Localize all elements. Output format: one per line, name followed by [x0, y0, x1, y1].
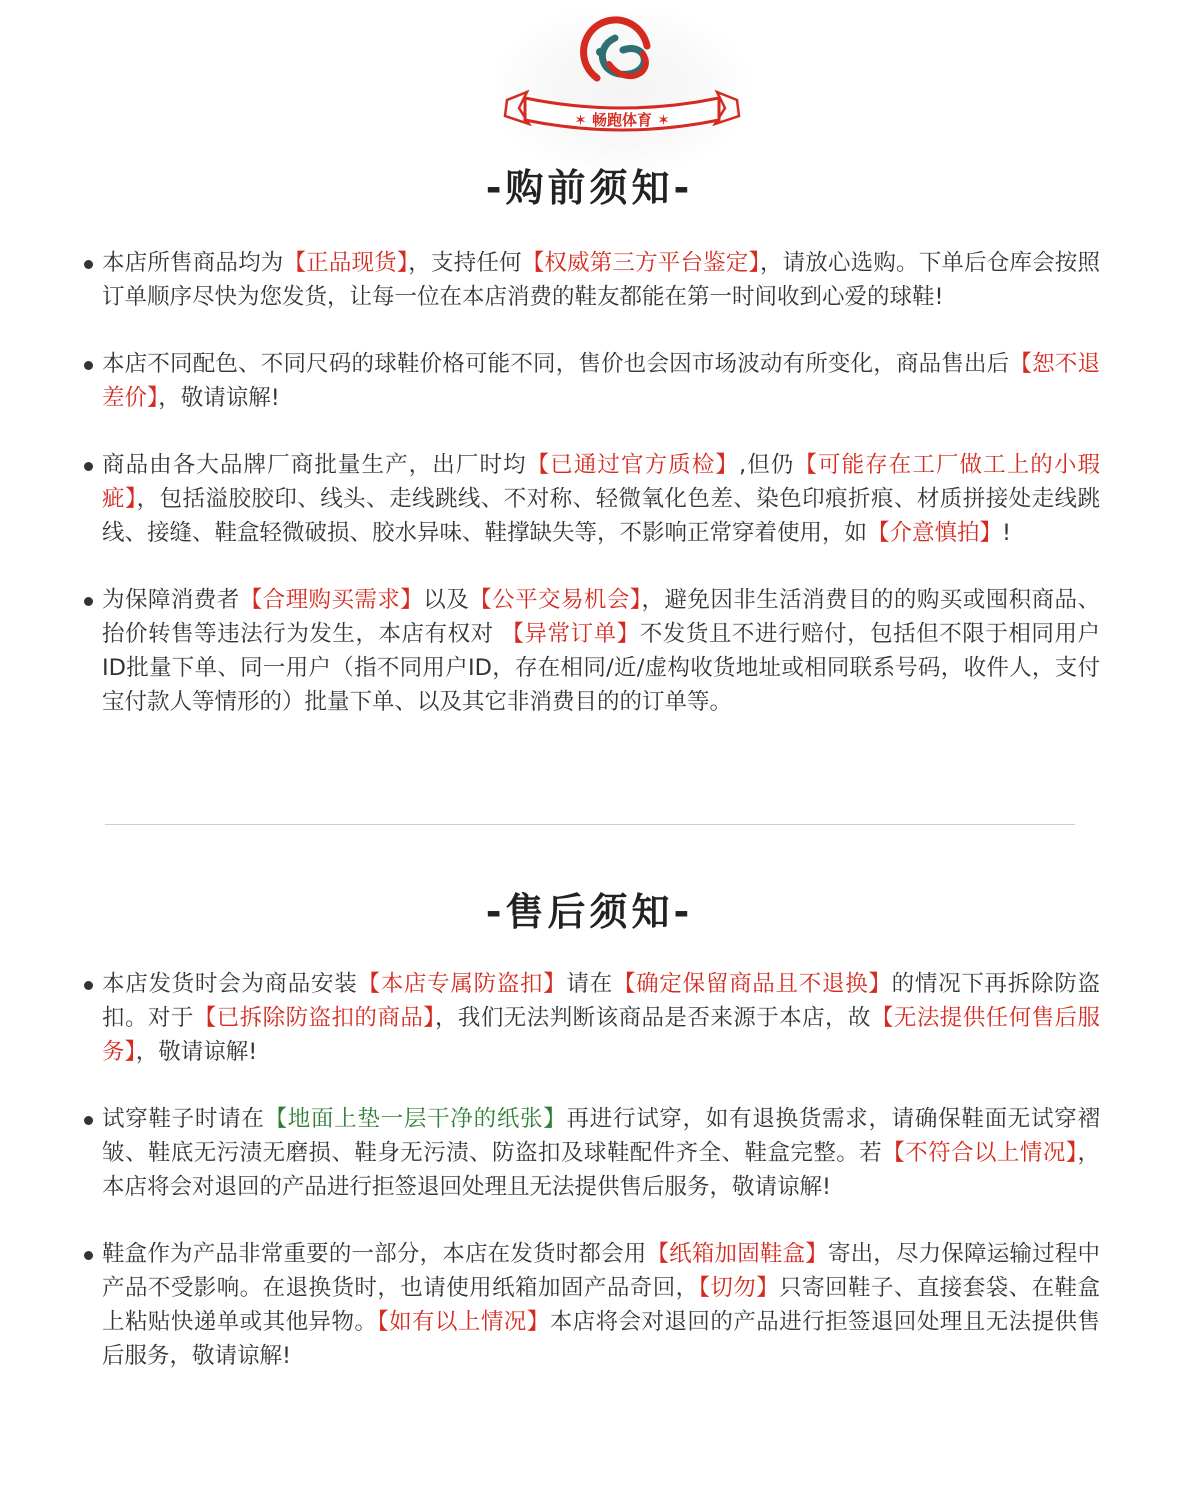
bullet-icon: [84, 981, 93, 990]
body-text: 不发货且不进行赔付，包括但不限于相同用户ID批量下单、同一用户（指不同用户ID，存在相同/近/虚构收货地址或相同联系号码，收件人，支付宝付款人等情形的）批量下单、以及其它非消费目的的订单等。: [102, 621, 1100, 715]
notice-item: [80, 246, 1100, 314]
highlight-text: 【确定保留商品且不退换】: [612, 971, 892, 997]
highlight-text: 【不符合以上情况】: [882, 1140, 1078, 1166]
body-text: ，包括溢胶胶印、线头、走线跳线、不对称、轻微氧化色差、染色印痕折痕、材质拼接处走线跳线、接缝、鞋盒轻微破损、胶水异味、鞋撑缺失等，不影响正常穿着使用，如: [102, 486, 1100, 546]
highlight-text: 【本店专属防盗扣】: [357, 971, 567, 997]
body-text: 以及: [423, 587, 470, 613]
bullet-icon: [84, 597, 93, 606]
highlight-text: 【可能存在工厂做工上的小瑕疵】: [102, 452, 1100, 512]
body-text: 的情况下再拆除防盗扣。对于: [102, 971, 1100, 1031]
after-sales-notice-list: [80, 967, 1100, 1373]
notice-item: [80, 347, 1100, 415]
body-text: ，避免因非生活消费目的的购买或囤积商品、抬价转售等违法行为发生，本店有权对: [102, 587, 1100, 647]
bullet-icon: [84, 1251, 93, 1260]
body-text: 本店将会对退回的产品进行拒签退回处理且无法提供售后服务，敬请谅解!: [102, 1309, 1100, 1369]
bullet-icon: [84, 462, 93, 471]
body-text: 为保障消费者: [102, 587, 240, 613]
body-text: 本店所售商品均为: [102, 250, 284, 276]
body-text: 本店发货时会为商品安装: [102, 971, 358, 997]
highlight-text: 【恕不退差价】: [102, 351, 1100, 411]
highlight-text: 【如有以上情况】: [377, 1309, 550, 1335]
body-text: ，请放心选购。下单后仓库会按照订单顺序尽快为您发货，让每一位在本店消费的鞋友都能在第一时间收到心爱的球鞋!: [102, 250, 1100, 310]
highlight-text: 【公平交易机会】: [469, 587, 642, 613]
notice-text: [102, 452, 1100, 546]
highlight-text: 【地面上垫一层干净的纸张】: [264, 1106, 567, 1132]
bullet-icon: [84, 1116, 93, 1125]
notice-text: [102, 1106, 1100, 1200]
highlight-text: 【权威第三方平台鉴定】: [521, 250, 760, 276]
body-text: ，敬请谅解!: [135, 1039, 258, 1065]
notice-text: [102, 351, 1100, 411]
notice-item: [80, 1102, 1100, 1204]
body-text: 再进行试穿，如有退换货需求，请确保鞋面无试穿褶皱、鞋底无污渍无磨损、鞋身无污渍、防盗扣及球鞋配件齐全、鞋盒完整。若: [102, 1106, 1100, 1166]
body-text: 请在: [566, 971, 613, 997]
body-text: 商品由各大品牌厂商批量生产，出厂时均: [102, 452, 527, 478]
body-text: ,但仍: [738, 452, 795, 478]
body-text: ，支持任何: [408, 250, 522, 276]
notice-item: [80, 1237, 1100, 1373]
highlight-text: 【切勿】: [698, 1275, 780, 1301]
notice-text: [102, 1241, 1100, 1369]
bullet-icon: [84, 260, 93, 269]
body-text: 寄出，尽力保障运输过程中产品不受影响。在退换货时，也请使用纸箱加固产品奇回，: [102, 1241, 1100, 1301]
brand-logo: [497, 8, 747, 173]
notice-item: [80, 583, 1100, 719]
notice-text: [102, 587, 1100, 715]
highlight-text: 【正品现货】: [283, 250, 409, 276]
notice-item: [80, 448, 1100, 550]
body-text: ，我们无法判断该商品是否来源于本店，故: [434, 1005, 871, 1031]
pre-purchase-notice-list: [80, 246, 1100, 719]
highlight-text: 【异常订单】: [501, 621, 640, 647]
body-text: 本店不同配色、不同尺码的球鞋价格可能不同，售价也会因市场波动有所变化，商品售出后: [102, 351, 1010, 377]
section-title-after-sales: -售后须知-: [485, 890, 694, 934]
body-text: ，敬请谅解!: [158, 385, 280, 411]
bullet-icon: [84, 361, 93, 370]
body-text: !: [1002, 520, 1012, 546]
highlight-text: 【合理购买需求】: [239, 587, 424, 613]
highlight-text: 【纸箱加固鞋盒】: [646, 1241, 828, 1267]
body-text: ，本店将会对退回的产品进行拒签退回处理且无法提供售后服务，敬请谅解!: [102, 1140, 1100, 1200]
body-text: 试穿鞋子时请在: [102, 1106, 265, 1132]
brand-logo-icon: [497, 8, 747, 173]
brand-logo-text: ✶ 畅跑体育 ✶: [574, 111, 670, 129]
highlight-text: 【无法提供任何售后服务】: [102, 1005, 1100, 1065]
body-text: 鞋盒作为产品非常重要的一部分，本店在发货时都会用: [102, 1241, 647, 1267]
body-text: 只寄回鞋子、直接套袋、在鞋盒上粘贴快递单或其他异物。: [102, 1275, 1100, 1335]
highlight-text: 【已通过官方质检】: [526, 452, 739, 478]
highlight-text: 【已拆除防盗扣的商品】: [193, 1005, 435, 1031]
highlight-text: 【介意慎拍】: [867, 520, 1003, 546]
notice-text: [102, 971, 1100, 1065]
section-divider: [105, 824, 1075, 825]
section-title-pre-purchase: -购前须知-: [485, 166, 694, 210]
notice-text: [102, 250, 1100, 310]
notice-item: [80, 967, 1100, 1069]
